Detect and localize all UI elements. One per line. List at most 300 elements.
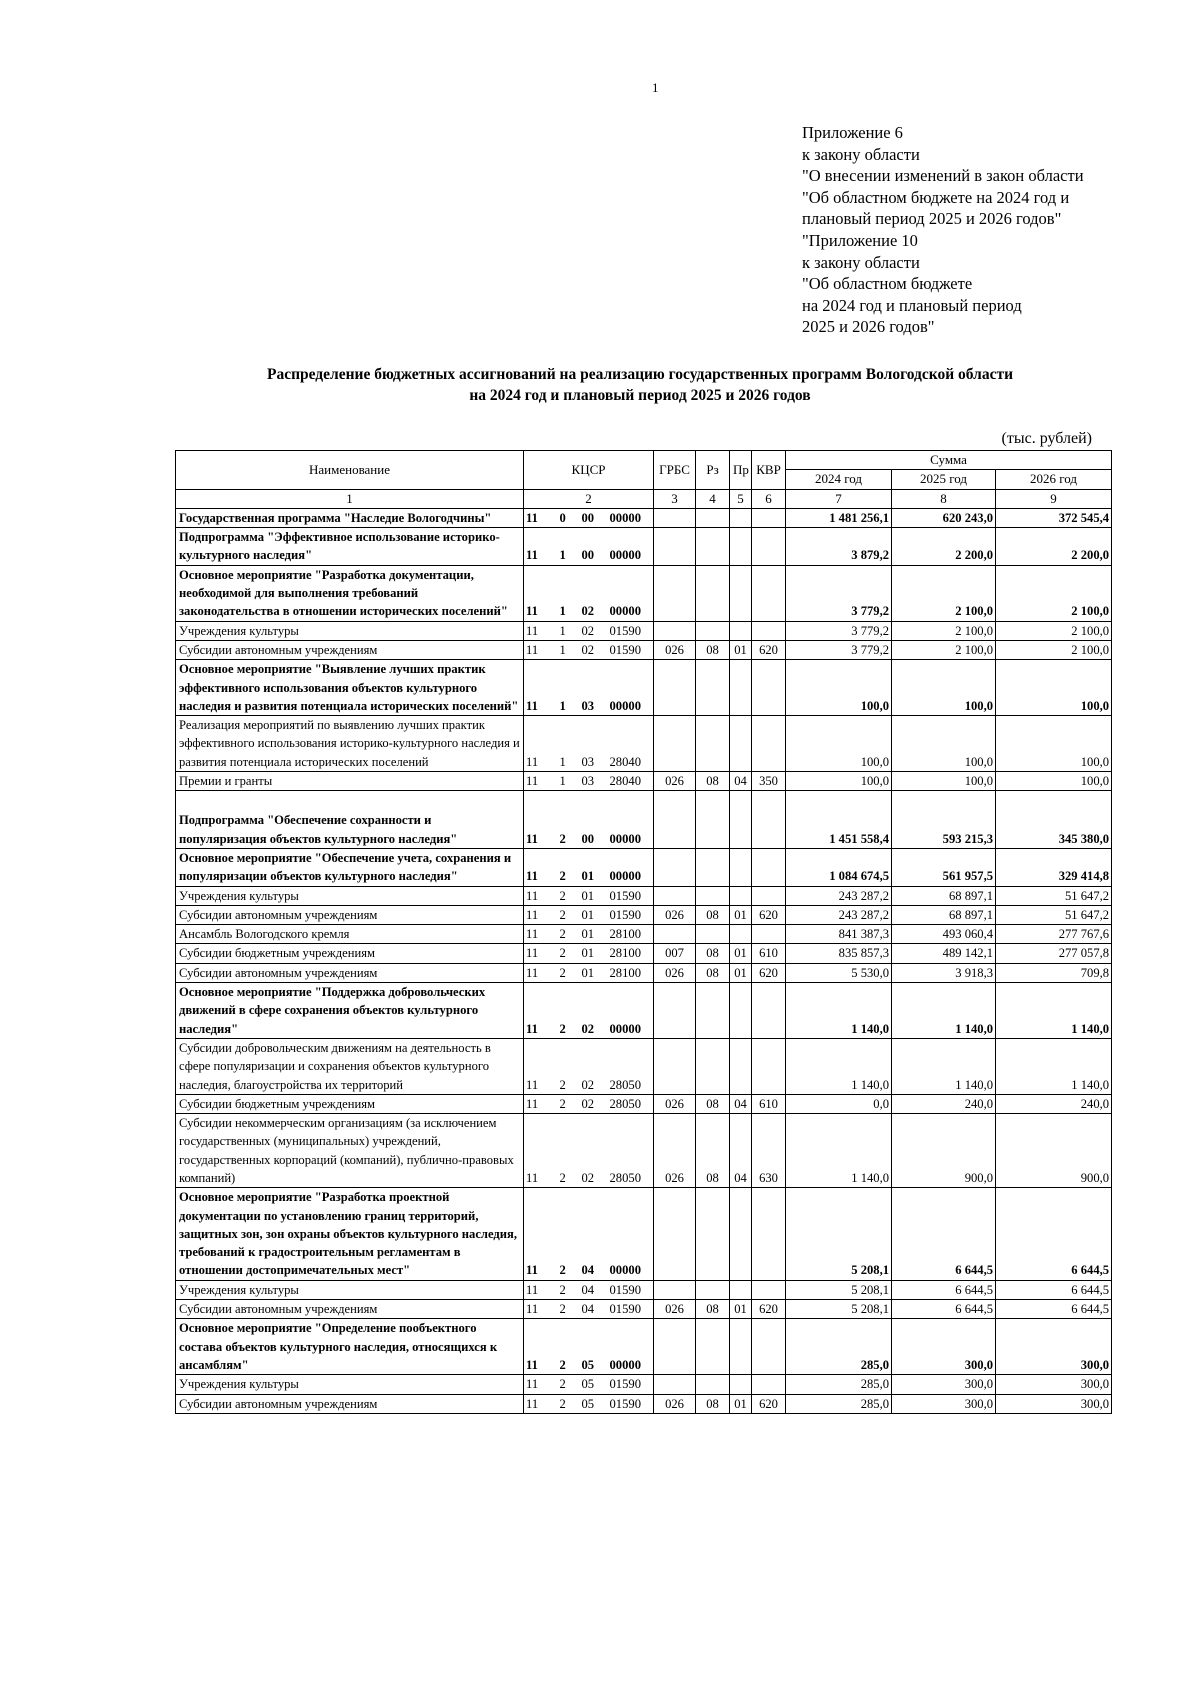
sum-2025: 1 140,0 — [892, 1038, 996, 1094]
kvr-code — [752, 508, 786, 527]
pr-code: 01 — [730, 1300, 752, 1319]
kcsr-program: 11 — [524, 1188, 558, 1280]
rz-code: 08 — [696, 1114, 730, 1188]
kcsr-program: 11 — [524, 944, 558, 963]
kcsr-event: 02 — [580, 983, 608, 1039]
column-number: 1 — [176, 489, 524, 508]
kcsr-program: 11 — [524, 848, 558, 886]
kcsr-subprogram: 2 — [558, 905, 580, 924]
table-row — [176, 791, 1112, 849]
kcsr-direction: 00000 — [608, 983, 654, 1039]
grbs-code — [654, 621, 696, 640]
sum-2026: 300,0 — [996, 1319, 1112, 1375]
pr-code — [730, 660, 752, 716]
sum-2025: 68 897,1 — [892, 886, 996, 905]
grbs-code: 026 — [654, 772, 696, 791]
sum-2024: 5 208,1 — [786, 1300, 892, 1319]
row-name: Подпрограмма "Обеспечение сохранности и популяризация объектов культурного наследия" — [176, 791, 524, 849]
kcsr-program: 11 — [524, 565, 558, 621]
kcsr-subprogram: 2 — [558, 791, 580, 849]
kcsr-direction: 28100 — [608, 963, 654, 982]
kcsr-subprogram: 2 — [558, 848, 580, 886]
kcsr-event: 01 — [580, 848, 608, 886]
sum-2026: 277 767,6 — [996, 925, 1112, 944]
sum-2026: 100,0 — [996, 660, 1112, 716]
kcsr-program: 11 — [524, 1114, 558, 1188]
kcsr-direction: 28050 — [608, 1114, 654, 1188]
rz-code: 08 — [696, 1394, 730, 1413]
kvr-code — [752, 1319, 786, 1375]
rz-code — [696, 660, 730, 716]
kcsr-program: 11 — [524, 1038, 558, 1094]
kcsr-direction: 00000 — [608, 508, 654, 527]
kcsr-subprogram: 2 — [558, 1375, 580, 1394]
table-row — [176, 1375, 1112, 1394]
units-label: (тыс. рублей) — [1001, 430, 1092, 447]
kcsr-subprogram: 2 — [558, 1280, 580, 1299]
pr-code — [730, 848, 752, 886]
grbs-code — [654, 1188, 696, 1280]
table-row — [176, 1094, 1112, 1113]
table-row — [176, 660, 1112, 716]
table-row — [176, 886, 1112, 905]
column-number: 8 — [892, 489, 996, 508]
kvr-code: 620 — [752, 1300, 786, 1319]
sum-2025: 1 140,0 — [892, 983, 996, 1039]
sum-2026: 100,0 — [996, 716, 1112, 772]
kcsr-subprogram: 2 — [558, 963, 580, 982]
grbs-code — [654, 1375, 696, 1394]
kcsr-direction: 28050 — [608, 1038, 654, 1094]
kcsr-subprogram: 2 — [558, 1300, 580, 1319]
kcsr-subprogram: 1 — [558, 660, 580, 716]
sum-2026: 300,0 — [996, 1375, 1112, 1394]
grbs-code: 026 — [654, 905, 696, 924]
header-year-2024: 2024 год — [786, 470, 892, 489]
title-line-1: Распределение бюджетных ассигнований на реализацию государственных программ Вологодской области — [266, 366, 1014, 383]
sum-2025: 68 897,1 — [892, 905, 996, 924]
kcsr-direction: 01590 — [608, 905, 654, 924]
sum-2024: 1 084 674,5 — [786, 848, 892, 886]
kcsr-subprogram: 2 — [558, 886, 580, 905]
kcsr-event: 02 — [580, 621, 608, 640]
row-name: Субсидии автономным учреждениям — [176, 963, 524, 982]
row-name: Основное мероприятие "Разработка документации, необходимой для выполнения требований законодательства в отношении исторических поселений" — [176, 565, 524, 621]
sum-2024: 243 287,2 — [786, 905, 892, 924]
table-row — [176, 528, 1112, 566]
rz-code — [696, 1188, 730, 1280]
grbs-code: 026 — [654, 1114, 696, 1188]
row-name: Учреждения культуры — [176, 621, 524, 640]
table-row — [176, 1319, 1112, 1375]
kcsr-subprogram: 1 — [558, 640, 580, 659]
kcsr-subprogram: 2 — [558, 1188, 580, 1280]
table-row — [176, 848, 1112, 886]
rz-code — [696, 1038, 730, 1094]
kcsr-program: 11 — [524, 1375, 558, 1394]
table-row — [176, 1394, 1112, 1413]
sum-2026: 2 100,0 — [996, 621, 1112, 640]
sum-2026: 6 644,5 — [996, 1300, 1112, 1319]
column-number: 3 — [654, 489, 696, 508]
column-number: 6 — [752, 489, 786, 508]
sum-2024: 100,0 — [786, 716, 892, 772]
kcsr-direction: 28040 — [608, 716, 654, 772]
kvr-code — [752, 1280, 786, 1299]
table-row — [176, 1038, 1112, 1094]
sum-2026: 277 057,8 — [996, 944, 1112, 963]
title-line-2: на 2024 год и плановый период 2025 и 2026 годов — [469, 387, 811, 404]
kcsr-direction: 01590 — [608, 886, 654, 905]
kvr-code — [752, 848, 786, 886]
table-row — [176, 963, 1112, 982]
row-name: Государственная программа "Наследие Вологодчины" — [176, 508, 524, 527]
sum-2025: 593 215,3 — [892, 791, 996, 849]
sum-2026: 372 545,4 — [996, 508, 1112, 527]
appendix-note — [802, 122, 1084, 338]
kvr-code: 620 — [752, 963, 786, 982]
header-rz: Рз — [696, 451, 730, 490]
sum-2026: 709,8 — [996, 963, 1112, 982]
kvr-code: 620 — [752, 1394, 786, 1413]
sum-2024: 1 481 256,1 — [786, 508, 892, 527]
kcsr-direction: 01590 — [608, 621, 654, 640]
appendix-line: "О внесении изменений в закон области — [802, 166, 1084, 186]
pr-code — [730, 565, 752, 621]
kcsr-direction: 00000 — [608, 1188, 654, 1280]
row-name: Основное мероприятие "Разработка проектной документации по установлению границ территорий, защитных зон, зон охраны объектов культурного наследия, требований к градостроительным регламентам в отношении достопримечательных мест" — [176, 1188, 524, 1280]
column-number: 9 — [996, 489, 1112, 508]
kcsr-direction: 28100 — [608, 925, 654, 944]
grbs-code: 026 — [654, 1394, 696, 1413]
sum-2024: 5 530,0 — [786, 963, 892, 982]
kcsr-program: 11 — [524, 886, 558, 905]
pr-code — [730, 983, 752, 1039]
grbs-code — [654, 886, 696, 905]
kcsr-subprogram: 2 — [558, 1394, 580, 1413]
kcsr-direction: 00000 — [608, 1319, 654, 1375]
kcsr-event: 04 — [580, 1300, 608, 1319]
column-numbers-row — [176, 489, 1112, 508]
kcsr-event: 01 — [580, 944, 608, 963]
sum-2024: 5 208,1 — [786, 1280, 892, 1299]
sum-2025: 2 100,0 — [892, 640, 996, 659]
row-name: Субсидии автономным учреждениям — [176, 1300, 524, 1319]
kcsr-subprogram: 1 — [558, 528, 580, 566]
rz-code: 08 — [696, 944, 730, 963]
sum-2024: 285,0 — [786, 1319, 892, 1375]
pr-code: 04 — [730, 1114, 752, 1188]
sum-2026: 100,0 — [996, 772, 1112, 791]
appendix-line: к закону области — [802, 144, 920, 164]
sum-2025: 100,0 — [892, 772, 996, 791]
table-row — [176, 905, 1112, 924]
sum-2026: 51 647,2 — [996, 905, 1112, 924]
kcsr-subprogram: 2 — [558, 983, 580, 1039]
header-pr: Пр — [730, 451, 752, 490]
grbs-code: 026 — [654, 963, 696, 982]
kcsr-direction: 00000 — [608, 565, 654, 621]
kcsr-event: 01 — [580, 905, 608, 924]
kcsr-direction: 00000 — [608, 528, 654, 566]
kcsr-subprogram: 1 — [558, 716, 580, 772]
kcsr-program: 11 — [524, 1300, 558, 1319]
kcsr-program: 11 — [524, 508, 558, 527]
pr-code: 01 — [730, 640, 752, 659]
table-row — [176, 716, 1112, 772]
pr-code — [730, 791, 752, 849]
column-number: 7 — [786, 489, 892, 508]
pr-code — [730, 886, 752, 905]
kvr-code — [752, 1188, 786, 1280]
kcsr-direction: 01590 — [608, 1280, 654, 1299]
kcsr-program: 11 — [524, 925, 558, 944]
rz-code — [696, 508, 730, 527]
kcsr-program: 11 — [524, 716, 558, 772]
sum-2026: 300,0 — [996, 1394, 1112, 1413]
row-name: Субсидии бюджетным учреждениям — [176, 1094, 524, 1113]
sum-2026: 2 100,0 — [996, 640, 1112, 659]
sum-2025: 300,0 — [892, 1319, 996, 1375]
grbs-code — [654, 1319, 696, 1375]
appendix-line: к закону области — [802, 252, 920, 272]
row-name: Ансамбль Вологодского кремля — [176, 925, 524, 944]
sum-2024: 835 857,3 — [786, 944, 892, 963]
header-kvr: КВР — [752, 451, 786, 490]
pr-code: 04 — [730, 772, 752, 791]
sum-2025: 6 644,5 — [892, 1188, 996, 1280]
kcsr-event: 03 — [580, 772, 608, 791]
grbs-code — [654, 716, 696, 772]
appendix-line: Приложение 6 — [802, 123, 903, 142]
row-name: Учреждения культуры — [176, 886, 524, 905]
header-row — [176, 451, 1112, 470]
pr-code — [730, 1188, 752, 1280]
pr-code — [730, 508, 752, 527]
pr-code: 01 — [730, 944, 752, 963]
sum-2025: 2 100,0 — [892, 621, 996, 640]
row-name: Учреждения культуры — [176, 1375, 524, 1394]
pr-code: 04 — [730, 1094, 752, 1113]
kvr-code — [752, 1375, 786, 1394]
table-row — [176, 1300, 1112, 1319]
pr-code: 01 — [730, 1394, 752, 1413]
table-row — [176, 565, 1112, 621]
rz-code — [696, 1280, 730, 1299]
kcsr-direction: 01590 — [608, 1375, 654, 1394]
pr-code — [730, 1319, 752, 1375]
appendix-line: 2025 и 2026 годов" — [802, 317, 935, 337]
table-row — [176, 925, 1112, 944]
sum-2026: 329 414,8 — [996, 848, 1112, 886]
sum-2025: 900,0 — [892, 1114, 996, 1188]
kcsr-direction: 28100 — [608, 944, 654, 963]
sum-2025: 100,0 — [892, 660, 996, 716]
sum-2024: 0,0 — [786, 1094, 892, 1113]
kcsr-event: 04 — [580, 1188, 608, 1280]
sum-2025: 493 060,4 — [892, 925, 996, 944]
row-name: Субсидии бюджетным учреждениям — [176, 944, 524, 963]
appendix-line: плановый период 2025 и 2026 годов" — [802, 209, 1062, 229]
sum-2024: 3 779,2 — [786, 640, 892, 659]
kcsr-direction: 00000 — [608, 848, 654, 886]
grbs-code — [654, 925, 696, 944]
grbs-code: 026 — [654, 640, 696, 659]
table-row — [176, 1114, 1112, 1188]
pr-code — [730, 925, 752, 944]
row-name: Подпрограмма "Эффективное использование историко-культурного наследия" — [176, 528, 524, 566]
rz-code — [696, 983, 730, 1039]
sum-2025: 489 142,1 — [892, 944, 996, 963]
sum-2026: 1 140,0 — [996, 1038, 1112, 1094]
kvr-code — [752, 660, 786, 716]
kcsr-direction: 00000 — [608, 660, 654, 716]
appendix-line: "Об областном бюджете на 2024 год и — [802, 187, 1070, 207]
pr-code — [730, 1375, 752, 1394]
kcsr-event: 02 — [580, 640, 608, 659]
sum-2025: 300,0 — [892, 1394, 996, 1413]
kcsr-event: 01 — [580, 886, 608, 905]
sum-2025: 3 918,3 — [892, 963, 996, 982]
kcsr-subprogram: 0 — [558, 508, 580, 527]
kcsr-program: 11 — [524, 621, 558, 640]
rz-code: 08 — [696, 963, 730, 982]
sum-2026: 2 200,0 — [996, 528, 1112, 566]
grbs-code — [654, 508, 696, 527]
kcsr-event: 03 — [580, 716, 608, 772]
grbs-code — [654, 1280, 696, 1299]
kcsr-event: 05 — [580, 1394, 608, 1413]
kcsr-subprogram: 2 — [558, 944, 580, 963]
kcsr-subprogram: 1 — [558, 621, 580, 640]
kcsr-direction: 01590 — [608, 640, 654, 659]
kcsr-subprogram: 2 — [558, 1319, 580, 1375]
grbs-code — [654, 565, 696, 621]
kvr-code: 610 — [752, 1094, 786, 1113]
rz-code: 08 — [696, 905, 730, 924]
row-name: Субсидии добровольческим движениям на деятельность в сфере популяризации и сохранения объектов культурного наследия, благоустройства их территорий — [176, 1038, 524, 1094]
kcsr-event: 02 — [580, 1114, 608, 1188]
sum-2026: 900,0 — [996, 1114, 1112, 1188]
sum-2024: 243 287,2 — [786, 886, 892, 905]
kvr-code: 620 — [752, 905, 786, 924]
kcsr-program: 11 — [524, 772, 558, 791]
grbs-code: 026 — [654, 1300, 696, 1319]
kcsr-event: 01 — [580, 963, 608, 982]
kvr-code — [752, 1038, 786, 1094]
kcsr-subprogram: 2 — [558, 925, 580, 944]
sum-2024: 3 779,2 — [786, 565, 892, 621]
sum-2025: 620 243,0 — [892, 508, 996, 527]
pr-code — [730, 1280, 752, 1299]
sum-2025: 240,0 — [892, 1094, 996, 1113]
table-row — [176, 1188, 1112, 1280]
kcsr-subprogram: 2 — [558, 1094, 580, 1113]
sum-2026: 345 380,0 — [996, 791, 1112, 849]
kcsr-event: 05 — [580, 1319, 608, 1375]
pr-code — [730, 716, 752, 772]
grbs-code — [654, 528, 696, 566]
sum-2025: 561 957,5 — [892, 848, 996, 886]
rz-code — [696, 1375, 730, 1394]
kvr-code — [752, 565, 786, 621]
kvr-code: 630 — [752, 1114, 786, 1188]
sum-2024: 841 387,3 — [786, 925, 892, 944]
kcsr-program: 11 — [524, 1394, 558, 1413]
table-row — [176, 508, 1112, 527]
kcsr-program: 11 — [524, 983, 558, 1039]
sum-2025: 6 644,5 — [892, 1280, 996, 1299]
header-name: Наименование — [176, 451, 524, 490]
rz-code — [696, 716, 730, 772]
sum-2024: 100,0 — [786, 772, 892, 791]
document-title — [160, 364, 1120, 406]
grbs-code: 007 — [654, 944, 696, 963]
rz-code — [696, 925, 730, 944]
column-number: 5 — [730, 489, 752, 508]
row-name: Учреждения культуры — [176, 1280, 524, 1299]
header-year-2025: 2025 год — [892, 470, 996, 489]
kcsr-program: 11 — [524, 528, 558, 566]
rz-code: 08 — [696, 772, 730, 791]
kvr-code — [752, 886, 786, 905]
kcsr-program: 11 — [524, 1094, 558, 1113]
header-year-2026: 2026 год — [996, 470, 1112, 489]
rz-code: 08 — [696, 1300, 730, 1319]
sum-2024: 285,0 — [786, 1375, 892, 1394]
sum-2026: 6 644,5 — [996, 1280, 1112, 1299]
sum-2024: 100,0 — [786, 660, 892, 716]
grbs-code — [654, 983, 696, 1039]
grbs-code — [654, 660, 696, 716]
kvr-code — [752, 528, 786, 566]
rz-code — [696, 1319, 730, 1375]
kvr-code — [752, 791, 786, 849]
rz-code — [696, 848, 730, 886]
table-row — [176, 640, 1112, 659]
table-row — [176, 944, 1112, 963]
pr-code — [730, 1038, 752, 1094]
kcsr-direction: 28050 — [608, 1094, 654, 1113]
row-name: Основное мероприятие "Поддержка добровольческих движений в сфере сохранения объектов культурного наследия" — [176, 983, 524, 1039]
kcsr-event: 02 — [580, 565, 608, 621]
sum-2025: 6 644,5 — [892, 1300, 996, 1319]
kcsr-subprogram: 1 — [558, 565, 580, 621]
kvr-code — [752, 983, 786, 1039]
kcsr-program: 11 — [524, 963, 558, 982]
kcsr-direction: 28040 — [608, 772, 654, 791]
rz-code — [696, 528, 730, 566]
sum-2025: 300,0 — [892, 1375, 996, 1394]
kcsr-event: 00 — [580, 528, 608, 566]
row-name: Субсидии автономным учреждениям — [176, 905, 524, 924]
sum-2026: 6 644,5 — [996, 1188, 1112, 1280]
rz-code: 08 — [696, 640, 730, 659]
kvr-code: 620 — [752, 640, 786, 659]
kcsr-direction: 00000 — [608, 791, 654, 849]
appendix-line: "Об областном бюджете — [802, 274, 973, 294]
sum-2026: 1 140,0 — [996, 983, 1112, 1039]
kcsr-event: 00 — [580, 508, 608, 527]
kcsr-subprogram: 2 — [558, 1038, 580, 1094]
kvr-code — [752, 925, 786, 944]
kcsr-direction: 01590 — [608, 1300, 654, 1319]
sum-2024: 5 208,1 — [786, 1188, 892, 1280]
table-row — [176, 772, 1112, 791]
pr-code: 01 — [730, 963, 752, 982]
budget-table — [175, 450, 1112, 1414]
kcsr-program: 11 — [524, 1280, 558, 1299]
